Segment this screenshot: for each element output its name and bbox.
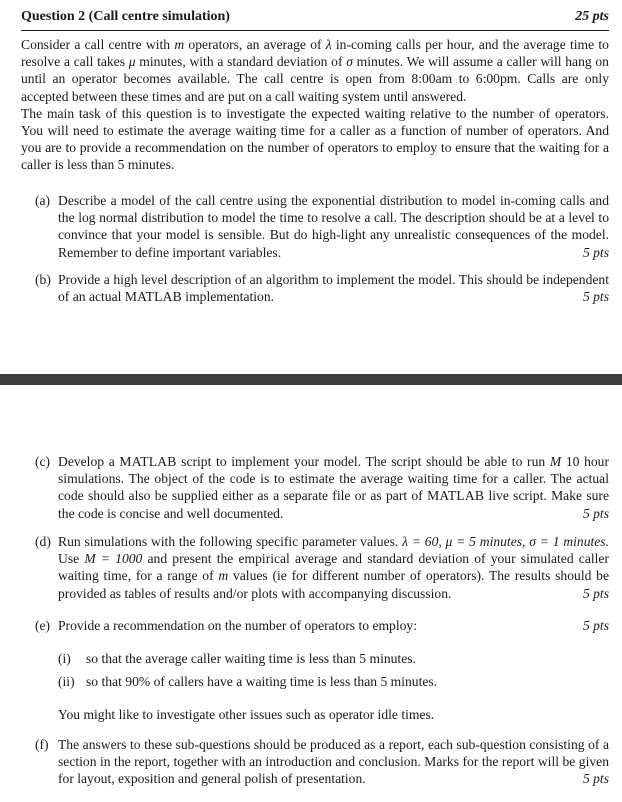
part-f bbox=[21, 736, 609, 788]
part-c-label: (c) bbox=[35, 454, 51, 469]
part-f-text: The answers to these sub-questions should be produced as a report, each sub-question consisting of a section in the report, together with an introduction and conclusion. Marks for the report will be given for layout, exposition and general polish of presentation. 5 pts bbox=[58, 737, 609, 787]
part-e bbox=[21, 617, 609, 634]
part-b-text: Provide a high level description of an algorithm to implement the model. This should be independent of an actual MATLAB implementation. 5 pts bbox=[58, 272, 609, 305]
part-d bbox=[21, 533, 609, 602]
page-divider bbox=[0, 374, 622, 385]
question-points: 25 pts bbox=[575, 9, 609, 24]
part-a-text: Describe a model of the call centre using the exponential distribution to model in-coming calls and the log normal distribution to model the time to resolve a call. The description should be at a level to convince that your model is sensible. But do high-light any unrealistic consequences of the model. Remember to define important variables. 5 pts bbox=[58, 193, 609, 260]
part-e-sub-i bbox=[58, 650, 416, 667]
question-header bbox=[21, 4, 609, 31]
intro-paragraph-2: The main task of this question is to investigate the expected waiting relative to the number of operators. You will need to estimate the average waiting time for a caller as a function of number of operators. And you are to provide a recommendation on the number of operators to employ to ensure that the waiting for a caller is less than 5 minutes. bbox=[21, 105, 609, 173]
part-d-text: Run simulations with the following specific parameter values. λ = 60, μ = 5 minutes, σ = 1 minutes. Use M = 1000 and present the empirical average and standard deviation of your simulated caller waiting time, for a range of m values (ie for different number of operators). The results should be provided as tables of results and/or plots with accompanying discussion. 5 pts bbox=[58, 534, 609, 601]
part-a bbox=[21, 192, 609, 261]
part-b bbox=[21, 271, 609, 305]
part-b-label: (b) bbox=[35, 272, 51, 287]
part-e-note: You might like to investigate other issues such as operator idle times. bbox=[58, 707, 435, 722]
sub-i-label: (i) bbox=[58, 651, 71, 666]
sub-ii-text: so that 90% of callers have a waiting time is less than 5 minutes. bbox=[86, 674, 438, 689]
part-f-points: 5 pts bbox=[582, 771, 609, 787]
part-a-points: 5 pts bbox=[582, 244, 609, 260]
part-f-label: (f) bbox=[35, 737, 49, 752]
part-c-text: Develop a MATLAB script to implement your model. The script should be able to run M 10 hour simulations. The object of the code is to estimate the average waiting time for a caller. The actual code should also be supplied either as a separate file or as part of MATLAB live script. Make sure the code is concise and well documented. 5 pts bbox=[58, 454, 610, 521]
question-title: Question 2 (Call centre simulation) bbox=[21, 9, 230, 24]
part-e-sub-ii bbox=[58, 673, 437, 690]
part-e-points: 5 pts bbox=[582, 618, 609, 633]
part-b-points: 5 pts bbox=[582, 289, 609, 305]
part-a-label: (a) bbox=[35, 193, 51, 208]
part-c-points: 5 pts bbox=[582, 505, 609, 521]
part-d-label: (d) bbox=[35, 534, 51, 549]
part-e-text: Provide a recommendation on the number of operators to employ: 5 pts bbox=[58, 618, 609, 633]
intro-paragraph-1: Consider a call centre with m operators, an average of λ in-coming calls per hour, and the average time to resolve a call takes μ minutes, with a standard deviation of σ minutes. We will assume a caller will hang on until an operator becomes available. The call centre is open from 8:00am to 6:00pm. Calls are only accepted between these times and are put on a call waiting system until answered. bbox=[21, 37, 609, 104]
sub-ii-label: (ii) bbox=[58, 674, 75, 689]
part-e-label: (e) bbox=[35, 618, 51, 633]
part-c bbox=[21, 453, 609, 522]
part-d-points: 5 pts bbox=[582, 585, 609, 601]
sub-i-text: so that the average caller waiting time is less than 5 minutes. bbox=[86, 651, 416, 666]
question-intro bbox=[21, 36, 609, 174]
